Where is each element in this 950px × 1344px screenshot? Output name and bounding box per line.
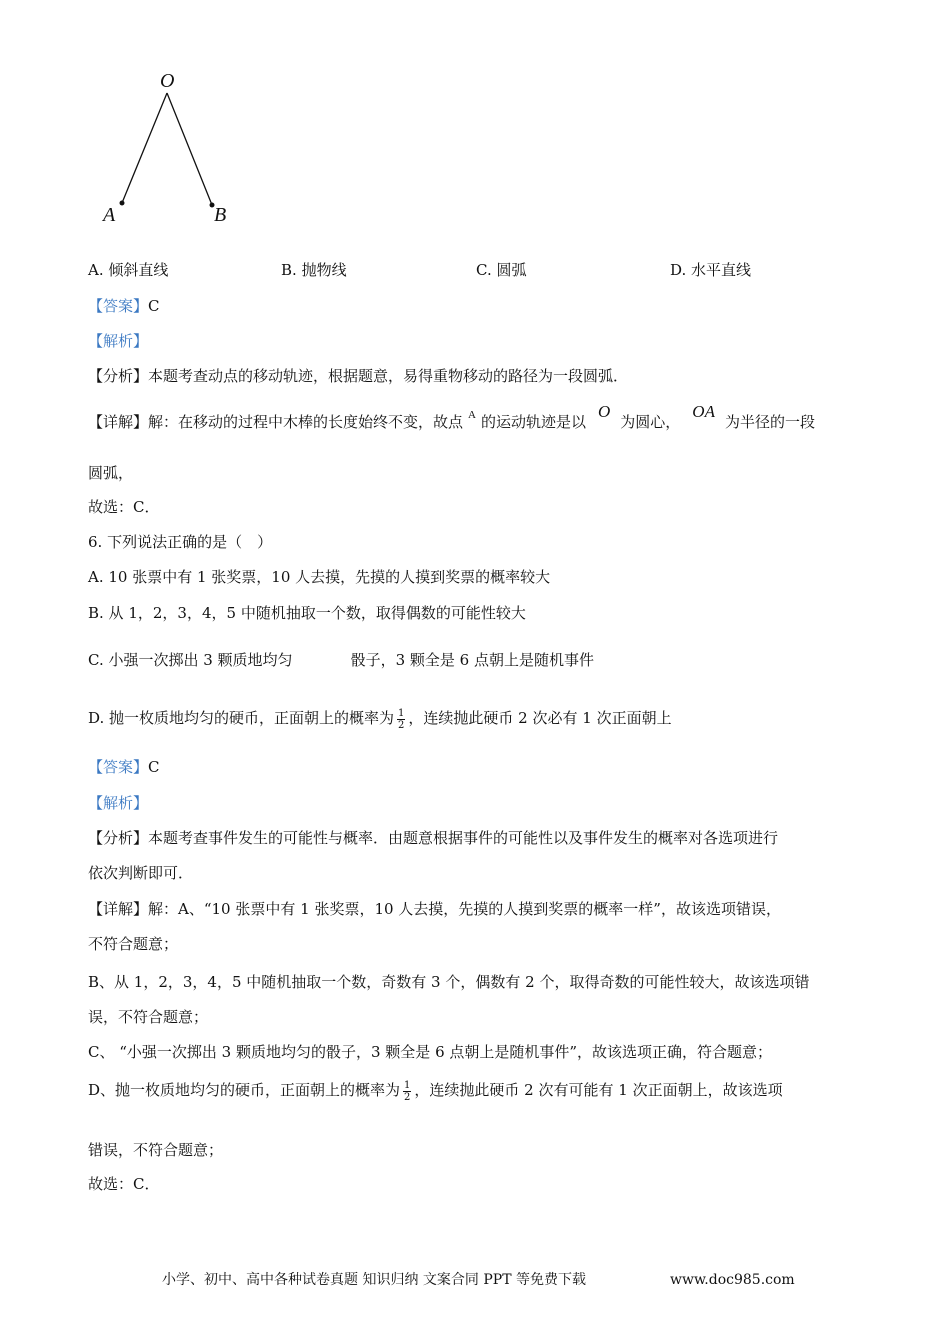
segment-ob [167,93,212,205]
footer-text: 小学、初中、高中各种试卷真题 知识归纳 文案合同 PPT 等免费下载 [162,1272,586,1288]
q6-detail-a2: 不符合题意； [88,935,179,953]
q6-analysis-tag: 【解析】 [88,794,149,812]
q6-detail-c: C、 “小强一次掷出 3 颗质地均匀的骰子，3 颗全是 6 点朝上是随机事件”，故该选项正确，符合题意； [88,1043,773,1061]
q6-option-d: D. 抛一枚质地均匀的硬币，正面朝上的概率为 $\frac{1}{2}$ ，连续抛此硬币 2 次必有 1 次正面朝上 [88,707,672,731]
q6-detail-d2: 错误，不符合题意； [88,1141,224,1159]
q6-detail-b1: B、从 1，2，3，4，5 中随机抽取一个数，奇数有 3 个，偶数有 2 个，取得奇数的可能性较大，故该选项错 [88,973,810,991]
q6-question: 6. 下列说法正确的是（ ） [88,533,273,551]
q5-option-a: A. 倾斜直线 [88,261,169,279]
q6-fenxi-line1: 【分析】本题考查事件发生的可能性与概率．由题意根据事件的可能性以及事件发生的概率对各选项进行 [88,829,779,847]
q6-detail-a1: 【详解】解：A、“10 张票中有 1 张奖票，10 人去摸，先摸的人摸到奖票的概率一样”，故该选项错误， [88,900,781,918]
label-o: O [160,70,175,92]
q5-choose: 故选：C． [88,498,160,516]
footer-url[interactable]: www.doc985.com [670,1272,795,1288]
q6-answer: 【答案】C [88,758,160,776]
segment-oa [122,93,167,203]
q6-fenxi-line2: 依次判断即可． [88,864,194,882]
q5-option-c: C. 圆弧 [476,261,527,279]
q5-analysis-tag: 【解析】 [88,332,149,350]
point-a-dot [120,201,125,206]
fraction-half: $\frac{1}{2}$ [398,707,405,731]
q5-fenxi: 【分析】本题考查动点的移动轨迹，根据题意，易得重物移动的路径为一段圆弧． [88,367,629,385]
label-a: A [103,204,116,226]
q6-option-b: B. 从 1，2，3，4，5 中随机抽取一个数，取得偶数的可能性较大 [88,604,526,622]
q5-detail-line2: 圆弧， [88,464,134,482]
q6-choose: 故选：C． [88,1175,160,1193]
label-b: B [214,204,227,226]
q5-detail-line1: 【详解】解：在移动的过程中木棒的长度始终不变，故点 $^A$ 的运动轨迹是以O为圆心，OA为半径的一段 [88,402,815,431]
q6-detail-b2: 误，不符合题意； [88,1008,209,1026]
q5-answer: 【答案】C [88,297,160,315]
q6-option-a: A. 10 张票中有 1 张奖票，10 人去摸，先摸的人摸到奖票的概率较大 [88,568,551,586]
q6-detail-d1: D、抛一枚质地均匀的硬币，正面朝上的概率为 $\frac{1}{2}$ ，连续抛此硬币 2 次有可能有 1 次正面朝上，故该选项 [88,1079,783,1103]
q5-option-d: D. 水平直线 [670,261,752,279]
fraction-half-2: $\frac{1}{2}$ [404,1079,411,1103]
q5-option-b: B. 抛物线 [281,261,347,279]
q6-option-c: C. 小强一次掷出 3 颗质地均匀 骰子，3 颗全是 6 点朝上是随机事件 [88,651,594,669]
